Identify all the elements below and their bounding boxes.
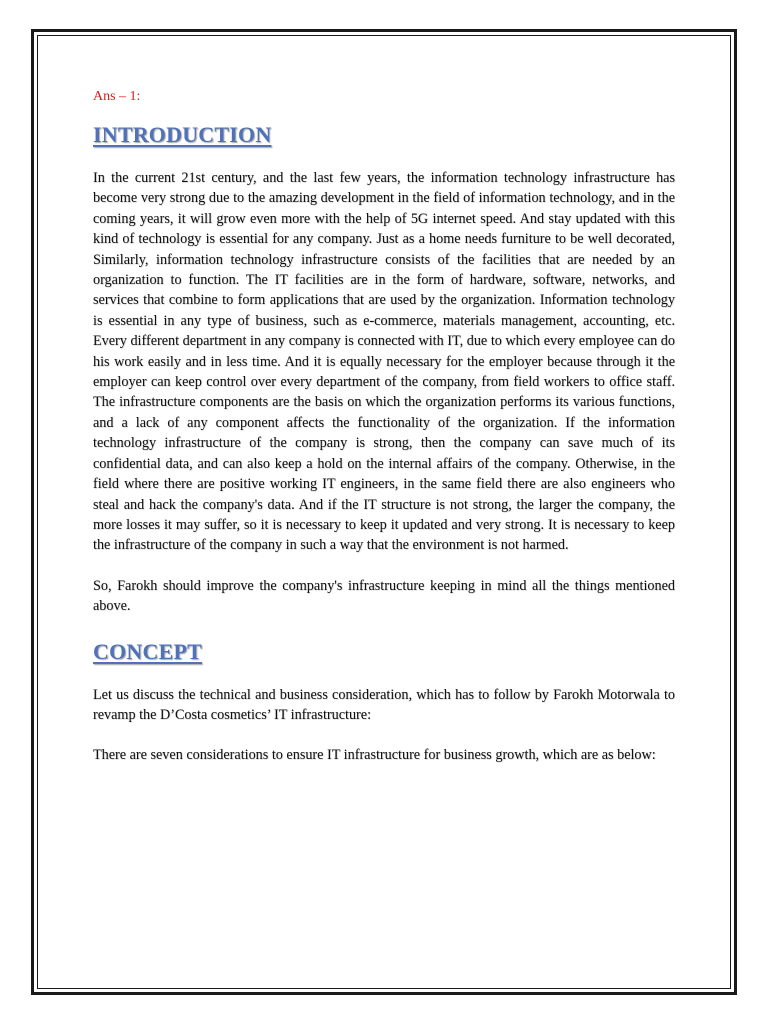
introduction-heading: INTRODUCTION <box>93 122 272 147</box>
introduction-paragraph: In the current 21st century, and the last few years, the information technology infrastructure has become very strong due to the amazing development in the field of information technology, and in the coming years, it will grow even more with the help of 5G internet speed. And stay updated with this kind of technology is essential for any company. Just as a home needs furniture to be well decorated, Similarly, information technology infrastructure consists of the facilities that are needed by an organization to function. The IT facilities are in the form of hardware, software, networks, and services that combine to form applications that are used by the organization. Information technology is essential in any type of business, such as e-commerce, materials management, accounting, etc. Every different department in any company is connected with IT, due to which every employee can do his work easily and in less time. And it is equally necessary for the employer because through it the employer can keep control over every department of the company, from field workers to office staff. The infrastructure components are the basis on which the organization performs its various functions, and a lack of any component affects the functionality of the organization. If the information technology infrastructure of the company is strong, then the company can save much of its confidential data, and can also keep a hold on the internal affairs of the company. Otherwise, in the field where there are positive working IT engineers, in the same field there are also engineers who steal and hack the company's data. And if the IT structure is not strong, the larger the company, the more losses it may suffer, so it is necessary to keep it updated and very strong. It is necessary to keep the infrastructure of the company in such a way that the environment is not harmed. <box>93 170 675 554</box>
concept-paragraph-2: There are seven considerations to ensure IT infrastructure for business growth, which are as below: <box>93 747 656 764</box>
concept-heading: CONCEPT <box>93 638 202 664</box>
answer-label: Ans – 1: <box>93 89 141 104</box>
introduction-summary: So, Farokh should improve the company's infrastructure keeping in mind all the things mentioned above. <box>93 577 675 615</box>
concept-paragraph-1: Let us discuss the technical and business consideration, which has to follow by Farokh Motorwala to revamp the D’Costa cosmetics’ IT infrastructure: <box>93 686 675 723</box>
document-body <box>93 88 675 766</box>
